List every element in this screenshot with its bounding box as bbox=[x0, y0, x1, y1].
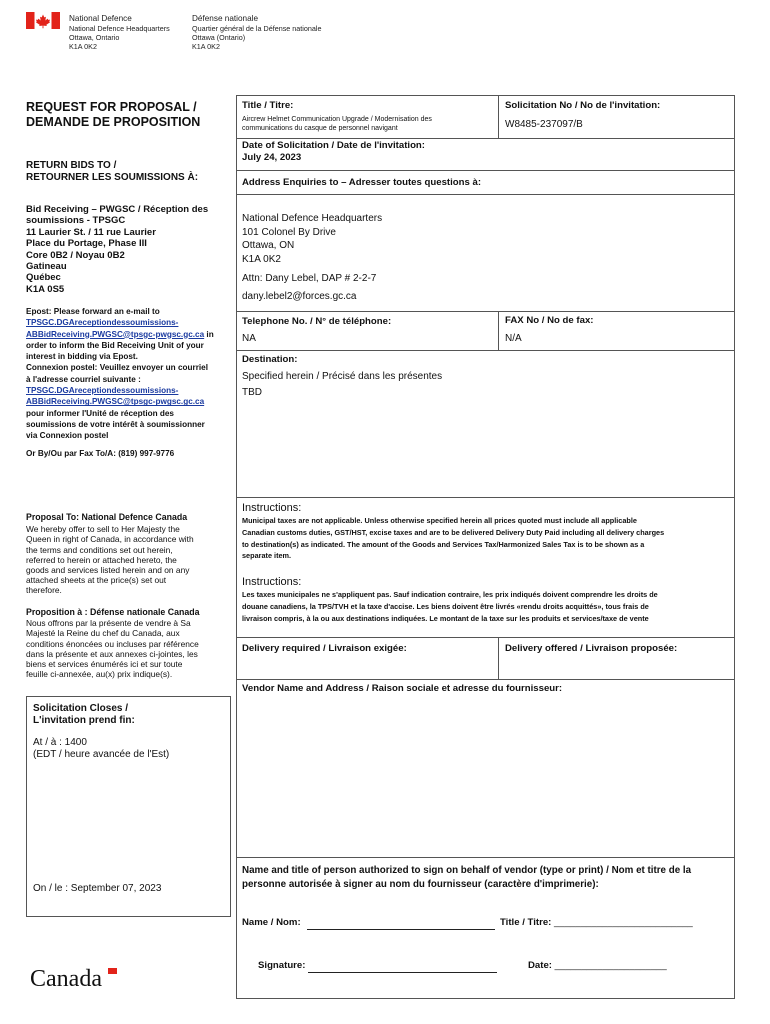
return-bids-en: RETURN BIDS TO / bbox=[26, 160, 117, 171]
return-bids-fr: RETOURNER LES SOUMISSIONS À: bbox=[26, 172, 199, 183]
closes-label bbox=[33, 703, 135, 727]
bid-receiving-line: Core 0B2 / Noyau 0B2 bbox=[26, 249, 125, 261]
fax-value: N/A bbox=[505, 333, 522, 344]
closes-date: On / le : September 07, 2023 bbox=[33, 883, 162, 894]
bid-receiving-line: Place du Portage, Phase III bbox=[26, 238, 147, 250]
bid-receiving-line: soumissions - TPSGC bbox=[26, 215, 126, 227]
epost-text: Connexion postel: Veuillez envoyer un courriel bbox=[26, 363, 208, 373]
date-label: Date of Solicitation / Date de l'invitation: bbox=[242, 140, 425, 151]
date-sign-field[interactable]: _____________________ bbox=[554, 960, 667, 971]
divider bbox=[498, 637, 499, 679]
address-line: 101 Colonel By Drive bbox=[242, 226, 336, 238]
header-fr-dept: Défense nationale bbox=[192, 14, 259, 23]
destination-value bbox=[242, 369, 442, 401]
date-sign-label: Date: bbox=[528, 960, 552, 971]
proposal-en-line: attached sheets at the price(s) set out bbox=[26, 575, 167, 586]
wordmark-text: Canada bbox=[30, 966, 102, 992]
delivery-required-label: Delivery required / Livraison exigée: bbox=[242, 643, 407, 654]
address-attn: Attn: Dany Lebel, DAP # 2-2-7 bbox=[242, 273, 377, 284]
solicitation-no-value: W8485-237097/B bbox=[505, 119, 583, 130]
epost-text: Epost: Please forward an e-mail to bbox=[26, 307, 160, 316]
title-sign-block bbox=[500, 917, 693, 928]
divider bbox=[498, 311, 499, 350]
proposal-en-line: referred to herein or attached hereto, the bbox=[26, 554, 177, 565]
proposal-en-line: goods and services listed herein and on any bbox=[26, 565, 190, 576]
address-block bbox=[242, 212, 382, 303]
delivery-offered-label: Delivery offered / Livraison proposée: bbox=[505, 643, 678, 654]
instructions-fr-line: Les taxes municipales ne s'appliquent pas. Sauf indication contraire, les prix indiqués doivent comprendre les droits de bbox=[242, 590, 658, 599]
proposal-en bbox=[26, 512, 238, 596]
instructions-en-line: separate item. bbox=[242, 551, 292, 561]
address-line: K1A 0K2 bbox=[242, 253, 281, 265]
proposal-fr-line: dans la présente et aux annexes ci-jointes, les bbox=[26, 648, 198, 659]
bid-receiving-line: Gatineau bbox=[26, 261, 67, 273]
name-field[interactable] bbox=[307, 916, 495, 930]
rfp-title bbox=[26, 100, 200, 130]
date-value: July 24, 2023 bbox=[242, 151, 302, 163]
instructions-fr-heading: Instructions: bbox=[242, 576, 302, 588]
title-value bbox=[242, 115, 432, 133]
address-line: Ottawa, ON bbox=[242, 240, 295, 251]
divider bbox=[236, 350, 735, 351]
bid-receiving-address bbox=[26, 204, 208, 295]
return-bids-heading bbox=[26, 160, 198, 184]
title-sign-label: Title / Titre: bbox=[500, 917, 552, 928]
wordmark-flag-icon bbox=[108, 968, 117, 974]
instructions-en bbox=[242, 501, 730, 562]
address-label: Address Enquiries to – Adresser toutes questions à: bbox=[242, 177, 482, 188]
header-en bbox=[69, 14, 170, 51]
bid-receiving-line: 11 Laurier St. / 11 rue Laurier bbox=[26, 226, 156, 238]
connexion-email-link[interactable]: TPSGC.DGAreceptiondessoumissions- bbox=[26, 386, 179, 396]
proposal-en-line: Queen in right of Canada, in accordance with bbox=[26, 534, 194, 545]
divider bbox=[236, 497, 735, 498]
canada-wordmark bbox=[30, 966, 102, 993]
header-en-line: K1A 0K2 bbox=[69, 42, 97, 51]
bid-receiving-line: K1A 0S5 bbox=[26, 283, 65, 295]
header-fr-line: K1A 0K2 bbox=[192, 42, 220, 51]
instructions-en-line: Municipal taxes are not applicable. Unless otherwise specified herein all prices quoted must include all applicable bbox=[242, 516, 637, 525]
connexion-email-link[interactable]: ABBidReceiving.PWGSC@tpsgc-pwgsc.gc.ca bbox=[26, 397, 205, 407]
signature-label: Signature: bbox=[258, 960, 306, 971]
proposal-fr-line: feuille ci-annexée, au(x) prix indique(s). bbox=[26, 669, 173, 680]
title-label: Title / Titre: bbox=[242, 100, 294, 111]
bid-receiving-line: Bid Receiving – PWGSC / Réception des bbox=[26, 204, 209, 215]
header-en-line: National Defence Headquarters bbox=[69, 24, 170, 33]
divider bbox=[236, 170, 735, 171]
name-label: Name / Nom: bbox=[242, 917, 301, 928]
header-fr-line: Quartier général de la Défense nationale bbox=[192, 24, 322, 33]
rfp-title-fr: DEMANDE DE PROPOSITION bbox=[26, 115, 201, 129]
proposal-en-heading: Proposal To: National Defence Canada bbox=[26, 512, 188, 522]
destination-line: TBD bbox=[242, 387, 262, 398]
instructions-fr-line: livraison compris, à la ou aux destinations indiquées. Le montant de la taxe sur les produits et services/taxe de vente bbox=[242, 613, 649, 623]
vendor-label: Vendor Name and Address / Raison sociale et adresse du fournisseur: bbox=[242, 683, 563, 694]
date-block bbox=[242, 140, 425, 163]
title-value-line: communications du casque de personnel navigant bbox=[242, 125, 398, 132]
authorized-label bbox=[242, 864, 691, 891]
instructions-en-line: to destination(s) as indicated. The amount of the Goods and Services Tax/Harmonized Sales Tax is to be shown as a bbox=[242, 539, 645, 549]
instructions-en-heading: Instructions: bbox=[242, 502, 302, 514]
epost-text: soumissions de votre intérêt à soumissionner bbox=[26, 419, 205, 429]
epost-text: interest in bidding via Epost. bbox=[26, 352, 138, 362]
closes-time bbox=[33, 737, 169, 761]
proposal-fr-line: biens et services énumérés ici et sur toute bbox=[26, 659, 183, 670]
proposal-en-line: We hereby offer to sell to Her Majesty the bbox=[26, 524, 180, 535]
proposal-fr bbox=[26, 607, 238, 679]
bid-receiving-line: Québec bbox=[26, 272, 61, 284]
delivery-offered-field[interactable] bbox=[500, 656, 732, 676]
fax-label: FAX No / No de fax: bbox=[505, 315, 594, 326]
epost-block bbox=[26, 306, 238, 459]
closes-timezone: (EDT / heure avancée de l'Est) bbox=[33, 749, 170, 760]
header-fr-line: Ottawa (Ontario) bbox=[192, 33, 246, 42]
instructions-en-line: Canadian customs duties, GST/HST, excise taxes and are to be delivered Delivery Duty Paid including all delivery charges bbox=[242, 527, 665, 537]
header-fr bbox=[192, 14, 321, 51]
address-line: National Defence Headquarters bbox=[242, 213, 383, 224]
epost-text: via Connexion postel bbox=[26, 431, 109, 441]
proposal-fr-line: conditions énoncées ou incluses par référence bbox=[26, 638, 199, 649]
address-email: dany.lebel2@forces.gc.ca bbox=[242, 290, 357, 302]
destination-label: Destination: bbox=[242, 354, 298, 365]
divider bbox=[236, 679, 735, 680]
proposal-fr-line: Nous offrons par la présente de vendre à Sa bbox=[26, 618, 191, 629]
closes-label-fr: L'invitation prend fin: bbox=[33, 715, 135, 726]
epost-email-link[interactable]: ABBidReceiving.PWGSC@tpsgc-pwgsc.gc.ca bbox=[26, 329, 205, 339]
destination-line: Specified herein / Précisé dans les présentes bbox=[242, 371, 443, 382]
fax-bids-line: Or By/Ou par Fax To/A: (819) 997-9776 bbox=[26, 448, 175, 458]
epost-text: pour informer l'Unité de réception des bbox=[26, 408, 174, 418]
canada-flag-icon bbox=[26, 12, 60, 29]
divider bbox=[236, 138, 735, 139]
proposal-fr-heading: Proposition à : Défense nationale Canada bbox=[26, 607, 200, 617]
instructions-fr-line: douane canadiens, la TPS/TVH et la taxe d'accise. Les biens doivent être livrés «rendu droits acquittés», tous frais de bbox=[242, 601, 649, 611]
divider bbox=[236, 311, 735, 312]
solicitation-closes-box bbox=[26, 696, 231, 917]
solicitation-no-label: Solicitation No / No de l'invitation: bbox=[505, 100, 661, 111]
epost-text: order to inform the Bid Receiving Unit of your bbox=[26, 340, 204, 350]
signature-field[interactable] bbox=[308, 959, 497, 973]
date-sign-block bbox=[528, 960, 667, 971]
telephone-label: Telephone No. / N° de téléphone: bbox=[242, 316, 392, 327]
vendor-field[interactable] bbox=[240, 698, 732, 853]
proposal-en-line: the terms and conditions set out herein, bbox=[26, 544, 173, 555]
epost-text: in bbox=[204, 329, 214, 339]
divider bbox=[236, 637, 735, 638]
divider bbox=[236, 857, 735, 858]
closes-time-value: At / à : 1400 bbox=[33, 737, 87, 748]
epost-text: à l'adresse courriel suivante : bbox=[26, 374, 141, 384]
divider bbox=[236, 194, 735, 195]
title-sign-field[interactable]: __________________________ bbox=[554, 917, 693, 928]
divider bbox=[498, 95, 499, 138]
instructions-fr bbox=[242, 575, 730, 624]
proposal-en-line: therefore. bbox=[26, 585, 62, 596]
proposal-fr-line: Majesté la Reine du chef du Canada, aux bbox=[26, 628, 180, 639]
authorized-label-line: Name and title of person authorized to sign on behalf of vendor (type or print) / Nom et titre de la bbox=[242, 865, 692, 876]
epost-email-link[interactable]: TPSGC.DGAreceptiondessoumissions- bbox=[26, 318, 179, 328]
header-en-dept: National Defence bbox=[69, 14, 132, 23]
telephone-value: NA bbox=[242, 333, 256, 344]
authorized-label-line: personne autorisée à signer au nom du fournisseur (caractère d'imprimerie): bbox=[242, 878, 599, 890]
rfp-title-en: REQUEST FOR PROPOSAL / bbox=[26, 100, 197, 114]
closes-label-en: Solicitation Closes / bbox=[33, 703, 129, 714]
title-value-line: Aircrew Helmet Communication Upgrade / Modernisation des bbox=[242, 116, 432, 123]
header-en-line: Ottawa, Ontario bbox=[69, 33, 120, 42]
